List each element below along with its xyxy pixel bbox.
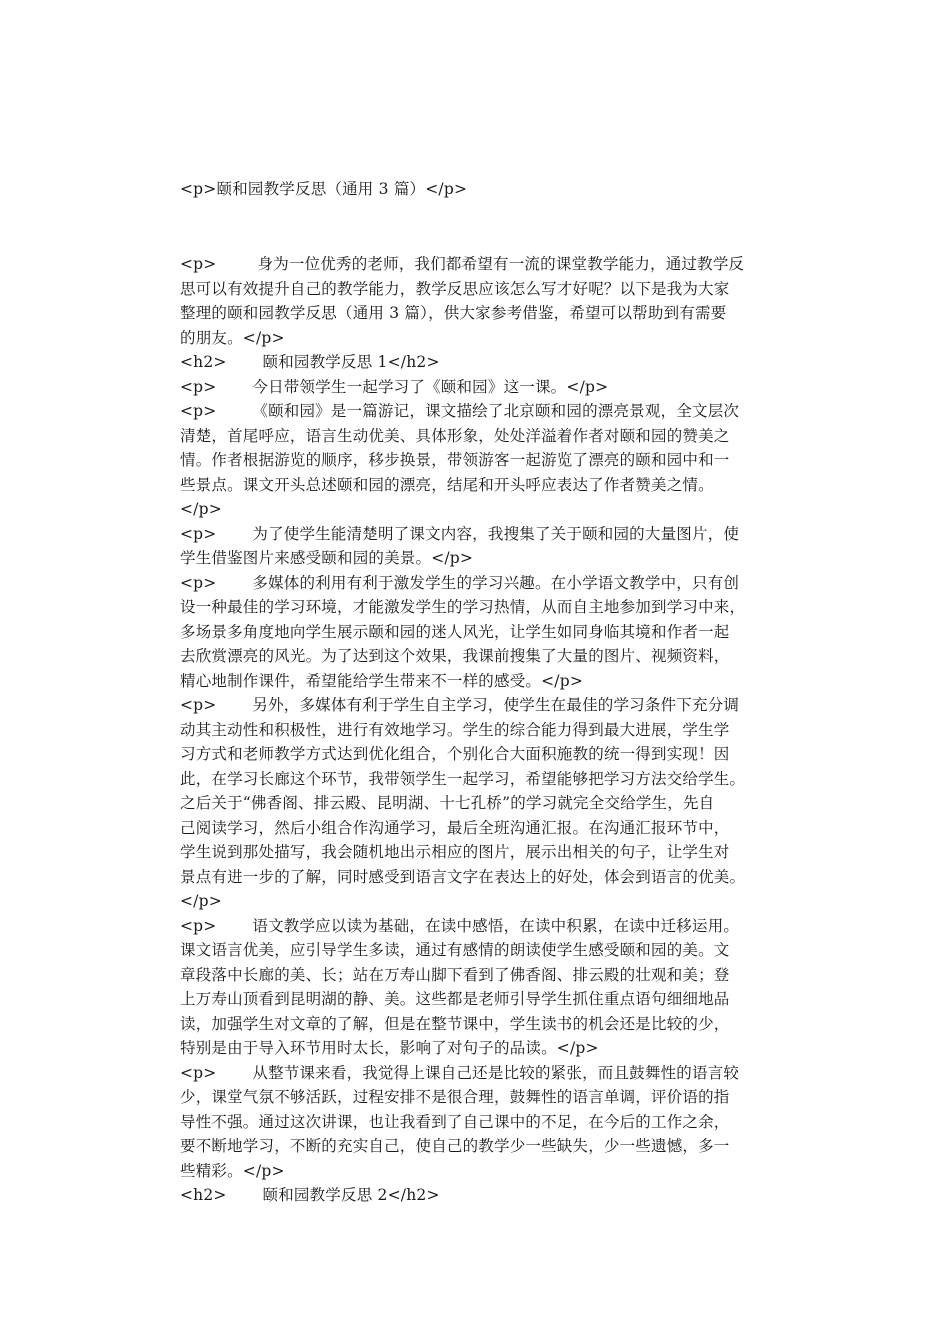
text-line: 情。作者根据游览的顺序，移步换景，带领游客一起游览了漂亮的颐和园中和一: [180, 451, 730, 469]
text-line: 要不断地学习，不断的充实自己，使自己的教学少一些缺失，少一些遗憾，多一: [180, 1137, 730, 1155]
text-line: <p> 多媒体的利用有利于激发学生的学习兴趣。在小学语文教学中，只有创: [180, 573, 740, 592]
text-line: 动其主动性和积极性，进行有效地学习。学生的综合能力得到最大进展，学生学: [180, 720, 730, 739]
text-line: <p> 语文教学应以读为基础，在读中感悟，在读中积累，在读中迁移运用。: [180, 916, 740, 935]
text-line: 些景点。课文开头总述颐和园的漂亮，结尾和开头呼应表达了作者赞美之情。: [180, 475, 714, 494]
text-line: 去欣赏漂亮的风光。为了达到这个效果，我课前搜集了大量的图片、视频资料，: [180, 647, 730, 665]
text-line: 特别是由于导入环节用时太长，影响了对句子的品读。</p>: [180, 1039, 599, 1057]
section-heading: <h2> 颐和园教学反思 2</h2>: [180, 1186, 440, 1204]
text-line: 读，加强学生对文章的了解，但是在整节课中，学生读书的机会还是比较的少，: [180, 1014, 730, 1033]
text-line: 设一种最佳的学习环境，才能激发学生的学习热情，从而自主地参加到学习中来，: [180, 598, 746, 616]
text-line: </p>: [180, 500, 222, 518]
text-line: 思可以有效提升自己的教学能力，教学反思应该怎么写才好呢？以下是我为大家: [180, 279, 730, 298]
text-line: 精心地制作课件，希望能给学生带来不一样的感受。</p>: [180, 671, 584, 690]
text-line: 上万寿山顶看到昆明湖的静、美。这些都是老师引导学生抓住重点语句细细地品: [180, 990, 730, 1008]
text-line: 整理的颐和园教学反思（通用 3 篇），供大家参考借鉴，希望可以帮助到有需要: [180, 304, 727, 322]
text-line: 导性不强。通过这次讲课，也让我看到了自己课中的不足，在今后的工作之余，: [180, 1112, 730, 1131]
text-line: 的朋友。</p>: [180, 328, 285, 347]
text-line: 章段落中长廊的美、长；站在万寿山脚下看到了佛香阁、排云殿的壮观和美；登: [180, 965, 730, 984]
text-line: <p> 今日带领学生一起学习了《颐和园》这一课。</p>: [180, 377, 609, 396]
text-line: 学生说到那处描写，我会随机地出示相应的图片，展示出相关的句子，让学生对: [180, 843, 730, 861]
text-line: 景点有进一步的了解，同时感受到语言文字在表达上的好处，体会到语言的优美。: [180, 867, 746, 886]
text-line: </p>: [180, 892, 222, 910]
text-line: 课文语言优美，应引导学生多读，通过有感情的朗读使学生感受颐和园的美。文: [180, 941, 730, 959]
document-title: <p>颐和园教学反思（通用 3 篇）</p>: [180, 180, 468, 198]
text-line: 之后关于“佛香阁、排云殿、昆明湖、十七孔桥”的学习就完全交给学生，先自: [180, 794, 715, 812]
text-line: <p> 从整节课来看，我觉得上课自己还是比较的紧张，而且鼓舞性的语言较: [180, 1063, 740, 1082]
section-heading: <h2> 颐和园教学反思 1</h2>: [180, 353, 440, 371]
text-line: 少，课堂气氛不够活跃，过程安排不是很合理，鼓舞性的语言单调，评价语的指: [180, 1088, 730, 1106]
text-line: <p> 身为一位优秀的老师，我们都希望有一流的课堂教学能力，通过教学反: [180, 255, 745, 273]
text-line: 多场景多角度地向学生展示颐和园的迷人风光，让学生如同身临其境和作者一起: [180, 622, 730, 641]
text-line: 清楚，首尾呼应，语言生动优美、具体形象，处处洋溢着作者对颐和园的赞美之: [180, 426, 730, 445]
text-line: <p> 为了使学生能清楚明了课文内容，我搜集了关于颐和园的大量图片，使: [180, 524, 740, 543]
text-line: 己阅读学习，然后小组合作沟通学习，最后全班沟通汇报。在沟通汇报环节中，: [180, 818, 730, 837]
text-line: <p> 另外，多媒体有利于学生自主学习，使学生在最佳的学习条件下充分调: [180, 696, 740, 714]
text-line: <p> 《颐和园》是一篇游记，课文描绘了北京颐和园的漂亮景观，全文层次: [180, 402, 740, 420]
text-line: 些精彩。</p>: [180, 1161, 285, 1180]
text-line: 习方式和老师教学方式达到优化组合，个别化合大面积施教的统一得到实现！因: [180, 745, 730, 763]
text-line: 此，在学习长廊这个环节，我带领学生一起学习，希望能够把学习方法交给学生。: [180, 769, 746, 788]
text-line: 学生借鉴图片来感受颐和园的美景。</p>: [180, 549, 474, 567]
